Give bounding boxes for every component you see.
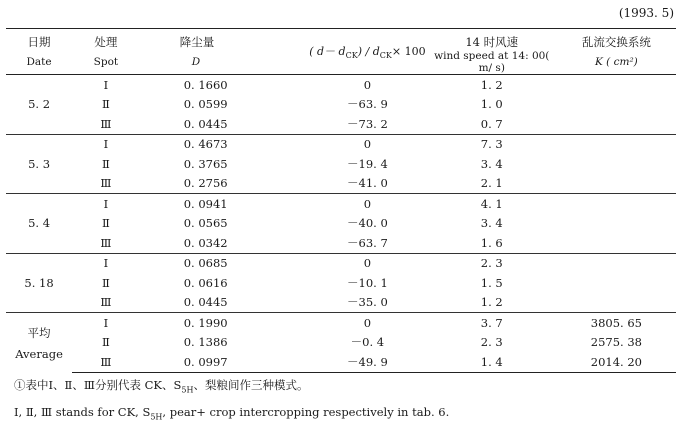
table-row (6, 253, 676, 273)
footnote-cn-sub: 5H (181, 385, 194, 395)
table-row (6, 313, 676, 333)
pct-cell: －63. 9 (347, 97, 388, 112)
table-row (6, 214, 676, 234)
dust-cell: 0. 0599 (183, 97, 228, 112)
footnote-cn-prefix: ①表中Ⅰ、Ⅱ、Ⅲ分别代表 CK、S (14, 378, 182, 392)
wind-cell: 1. 4 (427, 352, 557, 372)
date-cell (6, 134, 72, 194)
date-label: 5. 3 (28, 156, 51, 171)
dust-cell: 0. 1990 (140, 313, 308, 333)
header-wind-cn: 14 时风速 (427, 29, 557, 51)
k-cell (557, 95, 676, 115)
date-cell (6, 194, 72, 254)
dust-cell: 0. 0997 (140, 352, 308, 372)
header-k-cn: 乱流交换系统 (557, 29, 676, 51)
dust-cell: 0. 4673 (140, 134, 308, 154)
date-cell (6, 253, 72, 313)
date-label: 平均 (27, 325, 51, 340)
pct-cell: －40. 0 (347, 216, 388, 231)
k-cell (557, 214, 676, 234)
dust-cell: 0. 0445 (183, 295, 228, 310)
wind-cell: 3. 4 (480, 156, 503, 171)
table-row (6, 273, 676, 293)
header-pct (308, 29, 427, 75)
k-cell (557, 293, 676, 313)
table-row (6, 134, 676, 154)
year-label: (1993. 5) (618, 6, 674, 20)
spot-cell: Ⅲ (100, 176, 112, 191)
wind-cell: 7. 3 (427, 134, 557, 154)
dust-cell: 0. 3765 (183, 156, 228, 171)
table-row (6, 174, 676, 194)
date-label-en: Average (15, 346, 63, 361)
footnote-en-suffix: , pear+ crop intercropping respectively in tab. 6. (162, 405, 450, 420)
spot-cell: Ⅲ (100, 116, 112, 131)
header-pct-prefix: ( d－ d (309, 44, 346, 58)
date-cell (6, 75, 72, 135)
pct-cell: 0 (308, 75, 427, 95)
k-cell (557, 233, 676, 253)
k-cell (557, 174, 676, 194)
dust-cell: 0. 0616 (183, 275, 228, 290)
date-label: 5. 2 (28, 97, 51, 112)
date-cell (6, 313, 72, 373)
k-cell (557, 273, 676, 293)
header-dust-en: D (140, 50, 308, 75)
k-cell (557, 253, 676, 273)
pct-cell: －73. 2 (347, 116, 388, 131)
wind-cell: 1. 2 (480, 295, 503, 310)
table-row (6, 114, 676, 134)
wind-cell: 2. 3 (427, 253, 557, 273)
table-row (6, 233, 676, 253)
spot-cell: Ⅱ (101, 216, 110, 231)
header-spot-en: Spot (72, 50, 140, 75)
table-row (6, 95, 676, 115)
spot-cell: Ⅰ (72, 75, 140, 95)
spot-cell: Ⅲ (100, 235, 112, 250)
header-date-en: Date (6, 50, 72, 75)
dust-cell: 0. 0565 (183, 216, 228, 231)
table-row (6, 333, 676, 353)
pct-cell: －63. 7 (347, 235, 388, 250)
header-wind-en: wind speed at 14: 00( m/ s) (427, 50, 557, 75)
header-dust-cn: 降尘量 (140, 29, 308, 51)
header-pct-mid: ) / d (357, 44, 380, 58)
dust-cell: 0. 1660 (140, 75, 308, 95)
table-row (6, 154, 676, 174)
k-cell: 2014. 20 (557, 352, 676, 372)
dust-cell: 0. 0941 (140, 194, 308, 214)
k-cell: 3805. 65 (557, 313, 676, 333)
wind-cell: 1. 5 (480, 275, 503, 290)
header-k-en: K ( cm²) (557, 50, 676, 75)
date-label: 5. 4 (28, 216, 51, 231)
spot-cell: Ⅱ (101, 156, 110, 171)
spot-cell: Ⅱ (101, 97, 110, 112)
pct-cell: －41. 0 (347, 176, 388, 191)
pct-cell: 0 (308, 253, 427, 273)
dust-cell: 0. 2756 (183, 176, 228, 191)
wind-cell: 3. 4 (480, 216, 503, 231)
header-date-cn: 日期 (6, 29, 72, 51)
wind-cell: 1. 0 (480, 97, 503, 112)
header-pct-sub2: CK (379, 51, 392, 61)
spot-cell: Ⅰ (72, 194, 140, 214)
spot-cell: Ⅰ (72, 134, 140, 154)
spot-cell: Ⅱ (101, 275, 110, 290)
dust-table (6, 28, 676, 373)
table-row (6, 194, 676, 214)
wind-cell: 2. 3 (480, 335, 503, 350)
spot-cell: Ⅰ (72, 313, 140, 333)
wind-cell: 0. 7 (480, 116, 503, 131)
pct-cell: －10. 1 (347, 275, 388, 290)
k-cell (557, 134, 676, 154)
footnote-cn (14, 374, 449, 401)
k-cell (557, 75, 676, 95)
spot-cell: Ⅲ (100, 295, 112, 310)
footnote-en-prefix: Ⅰ, Ⅱ, Ⅲ stands for CK, S (14, 405, 151, 420)
k-cell (557, 154, 676, 174)
wind-cell: 4. 1 (427, 194, 557, 214)
wind-cell: 3. 7 (427, 313, 557, 333)
footnote-en-sub: 5H (150, 412, 163, 422)
table-row (6, 352, 676, 372)
table-row (6, 75, 676, 95)
wind-cell: 1. 6 (480, 235, 503, 250)
footnote-en (14, 401, 449, 428)
pct-cell: 0 (308, 313, 427, 333)
pct-cell: －19. 4 (347, 156, 388, 171)
dust-cell: 0. 0445 (183, 116, 228, 131)
spot-cell: Ⅱ (101, 335, 110, 350)
dust-cell: 0. 0342 (183, 235, 228, 250)
spot-cell: Ⅲ (72, 352, 140, 372)
k-cell (557, 194, 676, 214)
date-label: 5. 18 (24, 275, 54, 290)
pct-cell: 0 (308, 194, 427, 214)
pct-cell: －0. 4 (350, 335, 385, 350)
spot-cell: Ⅰ (72, 253, 140, 273)
k-cell (557, 114, 676, 134)
wind-cell: 1. 2 (427, 75, 557, 95)
dust-cell: 0. 1386 (183, 335, 228, 350)
k-cell: 2575. 38 (590, 335, 642, 350)
pct-cell: 0 (308, 134, 427, 154)
pct-cell: －35. 0 (347, 295, 388, 310)
header-spot-cn: 处理 (72, 29, 140, 51)
footnote-cn-suffix: 、梨粮间作三种模式。 (193, 378, 309, 392)
header-pct-sub1: CK (345, 51, 358, 61)
table-row (6, 293, 676, 313)
footnotes (14, 374, 449, 429)
header-pct-suffix: × 100 (391, 44, 426, 58)
wind-cell: 2. 1 (480, 176, 503, 191)
pct-cell: －49. 9 (308, 352, 427, 372)
dust-cell: 0. 0685 (140, 253, 308, 273)
